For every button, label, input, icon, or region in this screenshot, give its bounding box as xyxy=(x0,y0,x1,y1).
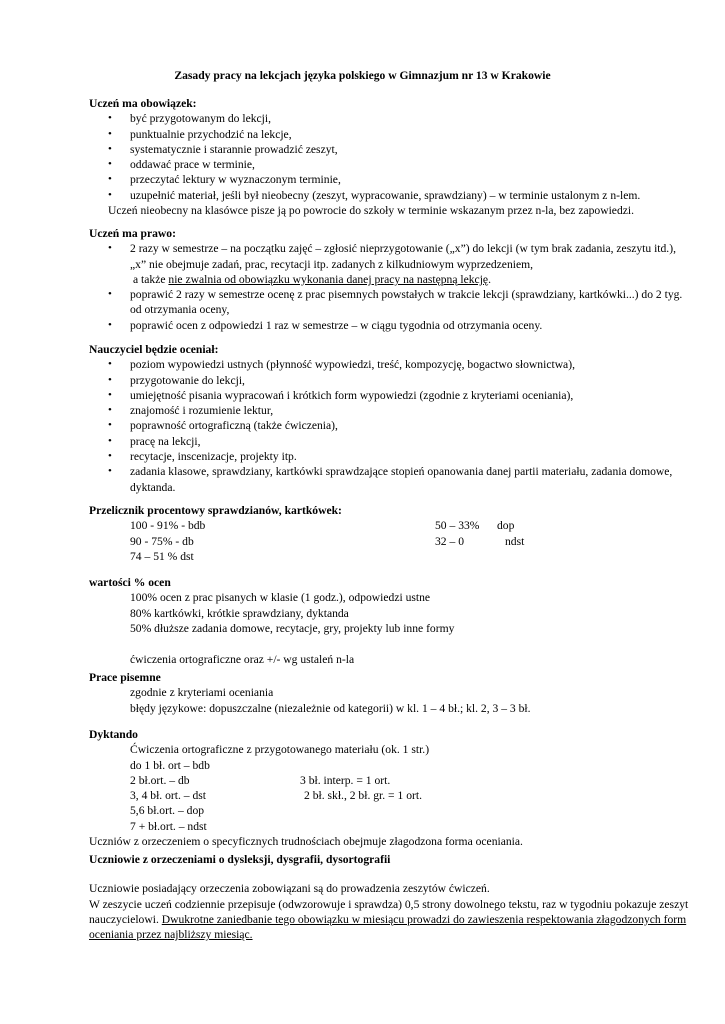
table-row xyxy=(89,549,689,564)
section-dictation xyxy=(89,727,689,849)
dictation-left-cell: 3, 4 bł. ort. – dst xyxy=(130,789,207,803)
list-item: • poziom wypowiedzi ustnych (płynność wypowiedzi, treść, kompozycję, bogactwo słownictwa), xyxy=(89,357,689,372)
section-obligations xyxy=(89,96,689,218)
dyslexia-paragraph xyxy=(89,897,689,943)
dictation-note: Uczniów z orzeczeniem o specyficznych trudnościach obejmuje złagodzona forma oceniania. xyxy=(89,835,523,849)
rights-heading: Uczeń ma prawo: xyxy=(89,227,176,240)
dictation-left-cell: do 1 bł. ort – bdb xyxy=(130,758,210,772)
list-item: • pracę na lekcji, xyxy=(89,434,689,449)
list-item: • zadania klasowe, sprawdziany, kartkówki sprawdzające stopień opanowania danej partii materiału, zadania domowe, dyktanda. xyxy=(89,464,689,495)
obligations-list xyxy=(89,111,689,203)
list-item: • znajomość i rozumienie lektur, xyxy=(89,403,689,418)
table-row xyxy=(89,819,689,834)
list-item: • poprawić ocen z odpowiedzi 1 raz w semestrze – w ciągu tygodnia od otrzymania oceny. xyxy=(89,318,689,333)
list-item xyxy=(89,241,689,287)
dictation-right-cell: 2 bł. skł., 2 bł. gr. = 1 ort. xyxy=(304,789,422,803)
weight-extra: ćwiczenia ortograficzne oraz +/- wg ustaleń n-la xyxy=(130,653,355,667)
written-work-line: zgodnie z kryteriami oceniania xyxy=(130,686,274,700)
rights-item-text: 2 razy w semestrze – na początku zajęć – zgłosić nieprzygotowanie („x”) do lekcji (w tym brak zadania, zeszytu itd.), „x” nie obejmuje zadań, prac, recytacji itp. zadanych z kilkudniowym wyprzedzeniem, xyxy=(130,242,676,271)
table-row xyxy=(89,803,689,818)
table-row xyxy=(89,518,689,533)
weight-line: 80% kartkówki, krótkie sprawdziany, dyktanda xyxy=(130,606,349,620)
scale-left-cell: 74 – 51 % dst xyxy=(130,549,194,563)
scale-left-cell: 100 - 91% - bdb xyxy=(130,519,206,533)
dictation-left-cell: 7 + bł.ort. – ndst xyxy=(130,819,207,833)
weight-line: 100% ocen z prac pisanych w klasie (1 godz.), odpowiedzi ustne xyxy=(130,591,431,605)
section-grade-scale xyxy=(89,503,689,564)
list-item: • systematycznie i starannie prowadzić zeszyt, xyxy=(89,142,689,157)
section-dyslexia xyxy=(89,852,689,942)
list-item: • uzupełnić materiał, jeśli był nieobecny (zeszyt, wypracowanie, sprawdziany) – w terminie ustalonym z n-lem. xyxy=(89,188,689,203)
list-item: • punktualnie przychodzić na lekcje, xyxy=(89,127,689,142)
list-item: • recytacje, inscenizacje, projekty itp. xyxy=(89,449,689,464)
written-work-heading: Prace pisemne xyxy=(89,671,161,684)
table-row xyxy=(89,788,689,803)
absence-note: Uczeń nieobecny na klasówce pisze ją po powrocie do szkoły w terminie wskazanym przez n-la, bez zapowiedzi. xyxy=(108,204,635,218)
continuation-suffix: . xyxy=(488,272,491,286)
dictation-intro: Ćwiczenia ortograficzne z przygotowanego materiału (ok. 1 str.) xyxy=(130,743,430,757)
dyslexia-text: W zeszycie uczeń codziennie przepisuje (odwzorowuje i sprawdza) 0,5 strony dowolnego tekstu, raz w tygodniu pokazuje zeszyt nauczycielowi. xyxy=(89,897,689,926)
list-item: • przygotowanie do lekcji, xyxy=(89,373,689,388)
list-item: • przeczytać lektury w wyznaczonym terminie, xyxy=(89,172,689,187)
dictation-heading: Dyktando xyxy=(89,728,138,741)
rights-item-continuation xyxy=(130,273,491,286)
scale-right-grade: dop xyxy=(497,519,515,533)
scale-right-range: 50 – 33% xyxy=(435,519,480,533)
list-item: • oddawać prace w terminie, xyxy=(89,157,689,172)
section-grade-weights xyxy=(89,575,689,667)
table-row xyxy=(89,773,689,788)
scale-right-range: 32 – 0 xyxy=(435,534,464,548)
section-assessment xyxy=(89,342,689,495)
assessment-list xyxy=(89,357,689,495)
grade-weights-heading: wartości % ocen xyxy=(89,576,171,589)
dyslexia-paragraph: Uczniowie posiadający orzeczenia zobowiązani są do prowadzenia zeszytów ćwiczeń. xyxy=(89,882,490,896)
continuation-prefix: a także xyxy=(133,272,169,286)
underlined-text: nie zwalnia od obowiązku wykonania danej pracy na następną lekcję xyxy=(168,272,489,286)
scale-right-grade: ndst xyxy=(505,534,525,548)
table-row xyxy=(89,534,689,549)
document-title: Zasady pracy na lekcjach języka polskiego w Gimnazjum nr 13 w Krakowie xyxy=(174,69,551,82)
section-written-work xyxy=(89,670,689,716)
dyslexia-heading: Uczniowie z orzeczeniami o dysleksji, dysgrafii, dysortografii xyxy=(89,853,391,866)
obligations-heading: Uczeń ma obowiązek: xyxy=(89,97,197,110)
underlined-text: Dwukrotne zaniedbanie tego obowiązku w miesiącu prowadzi do zawieszenia respektowania złagodzonych form oceniania przez najbliższy miesiąc. xyxy=(89,912,687,942)
assessment-heading: Nauczyciel będzie oceniał: xyxy=(89,343,219,356)
list-item: • poprawić 2 razy w semestrze ocenę z prac pisemnych powstałych w trakcie lekcji (sprawdziany, kartkówki...) do 2 tyg. od otrzymania oceny, xyxy=(89,287,689,318)
dictation-left-cell: 2 bł.ort. – db xyxy=(130,773,190,787)
dictation-right-cell: 3 bł. interp. = 1 ort. xyxy=(300,773,391,787)
weight-line: 50% dłuższe zadania domowe, recytacje, gry, projekty lub inne formy xyxy=(130,621,455,635)
rights-list xyxy=(89,241,689,333)
list-item: • być przygotowanym do lekcji, xyxy=(89,111,689,126)
written-work-line: błędy językowe: dopuszczalne (niezależnie od kategorii) w kl. 1 – 4 bł.; kl. 2, 3 – 3 bł. xyxy=(130,701,531,715)
table-row xyxy=(89,758,689,773)
dictation-left-cell: 5,6 bł.ort. – dop xyxy=(130,804,205,818)
section-rights xyxy=(89,226,689,333)
list-item: • umiejętność pisania wypracowań i krótkich form wypowiedzi (zgodnie z kryteriami oceniania), xyxy=(89,388,689,403)
list-item: • poprawność ortograficzną (także ćwiczenia), xyxy=(89,418,689,433)
scale-left-cell: 90 - 75% - db xyxy=(130,534,194,548)
grade-scale-heading: Przelicznik procentowy sprawdzianów, kartkówek: xyxy=(89,504,342,517)
